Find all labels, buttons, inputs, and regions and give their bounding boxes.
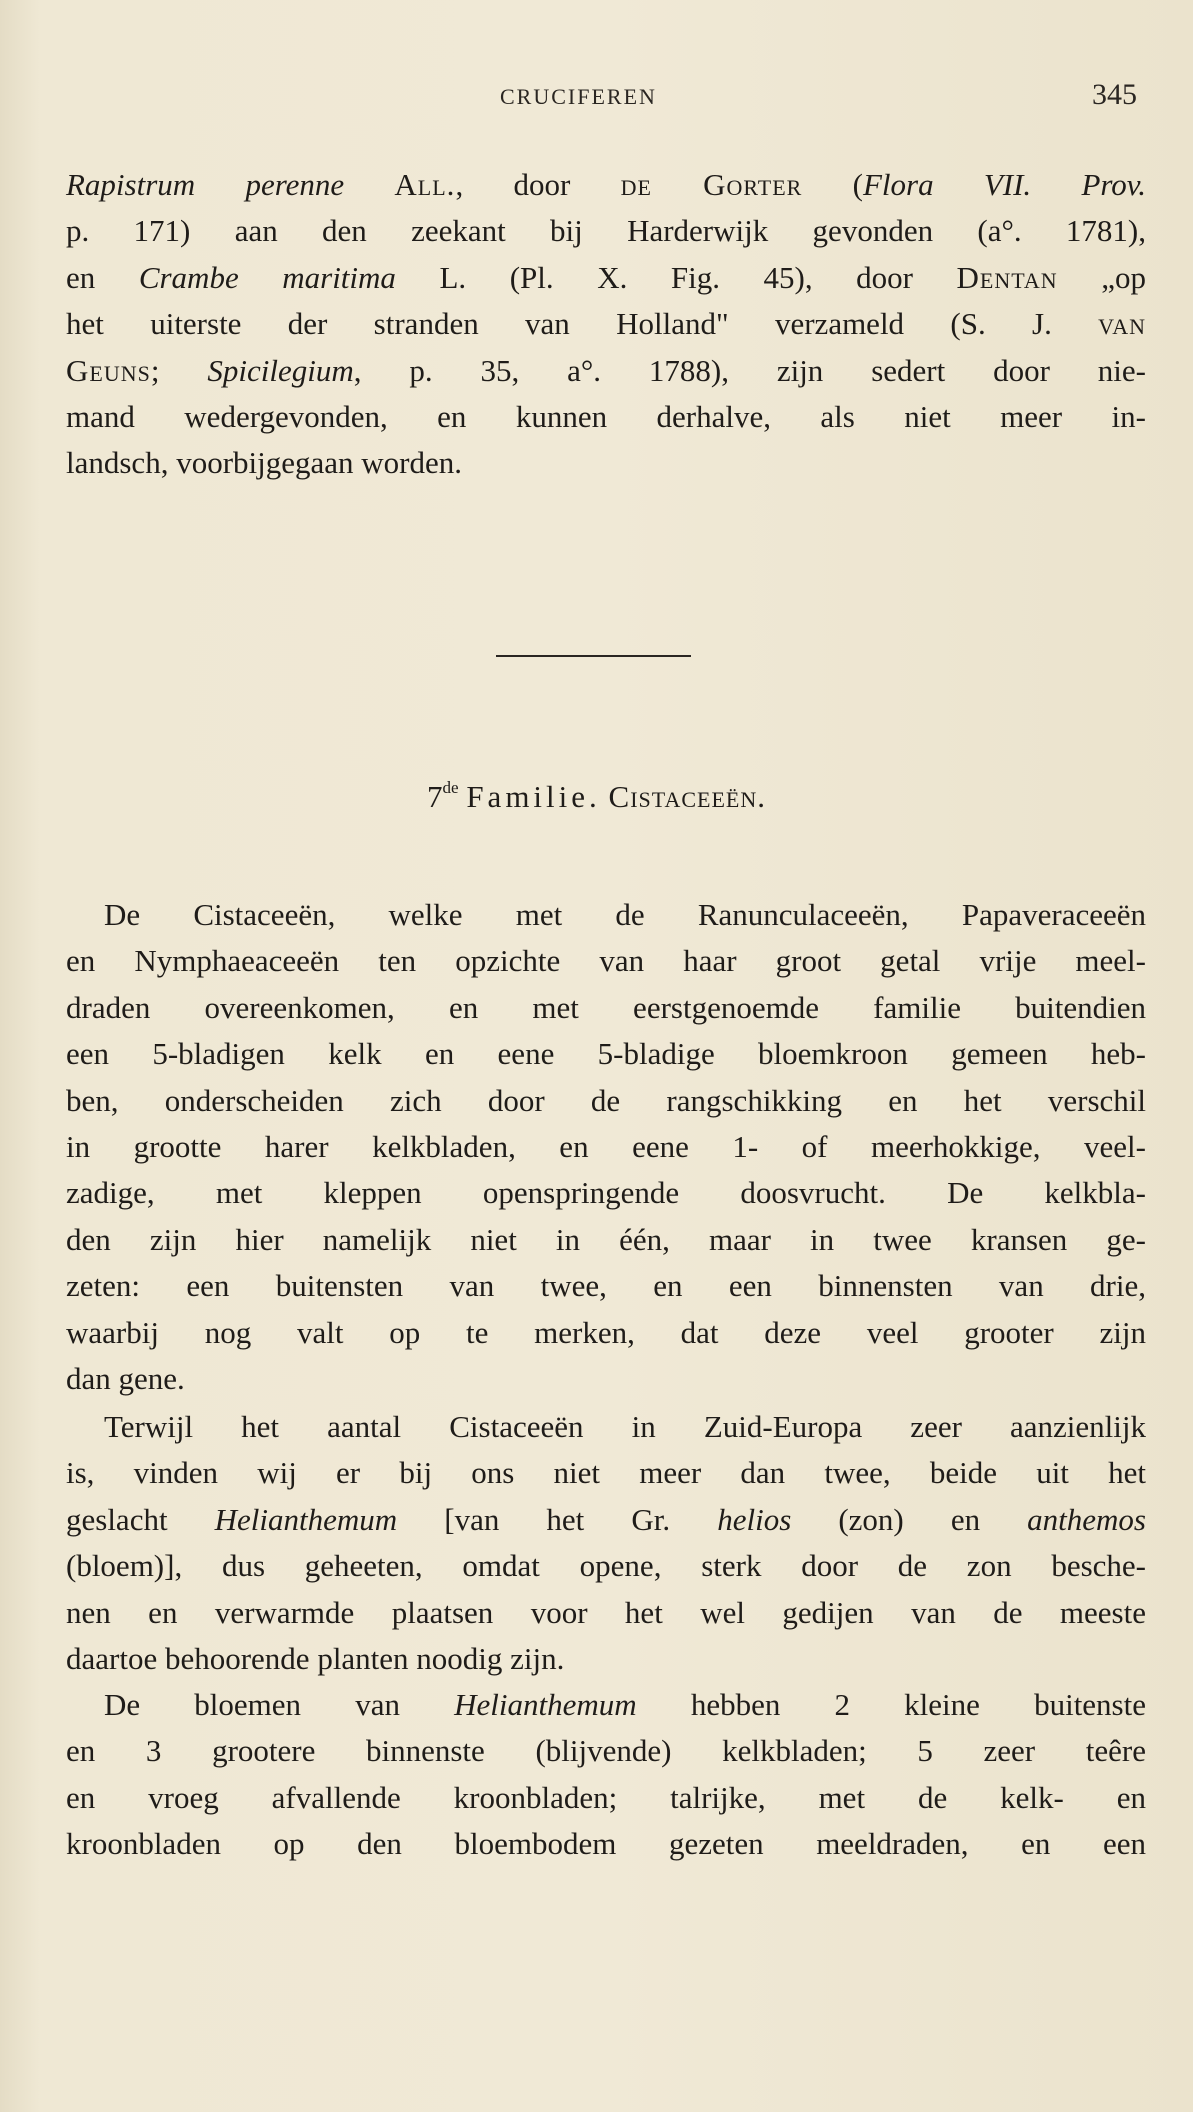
text-line: zeten: een buitensten van twee, en een binnensten van drie, xyxy=(66,1268,1146,1304)
text-line: is, vinden wij er bij ons niet meer dan twee, beide uit het xyxy=(66,1455,1146,1491)
page-number: 345 xyxy=(1092,78,1137,111)
running-title: CRUCIFEREN xyxy=(500,84,657,109)
text-run: , p. 35, a°. 1788), zijn sedert door nie- xyxy=(353,352,1146,388)
text-line xyxy=(66,255,1146,301)
text-line: dan gene. xyxy=(66,1361,185,1397)
running-header xyxy=(0,78,1193,118)
text-line xyxy=(66,162,1146,208)
species-name: Crambe maritima xyxy=(138,259,396,295)
paragraph-1 xyxy=(66,892,1146,1402)
greek-word: helios xyxy=(717,1501,792,1537)
text-line xyxy=(66,301,1146,347)
text-run: ; xyxy=(150,352,208,388)
author-abbrev: All. xyxy=(394,167,456,202)
text-run: en xyxy=(66,259,139,295)
text-line: (bloem)], dus geheeten, omdat opene, sterk door de zon besche- xyxy=(66,1548,1146,1584)
text-run xyxy=(344,167,394,202)
text-line: zadige, met kleppen openspringende doosvrucht. De kelkbla- xyxy=(66,1175,1146,1211)
section-divider xyxy=(496,655,691,657)
text-line: ben, onderscheiden zich door de rangschikking en het verschil xyxy=(66,1082,1146,1118)
family-number: 7 xyxy=(427,779,443,814)
text-run: , door xyxy=(455,167,621,202)
text-run: [van het Gr. xyxy=(397,1501,718,1537)
author-name: van xyxy=(1098,306,1146,342)
author-name: de Gorter xyxy=(620,167,803,202)
top-paragraph xyxy=(66,162,1146,487)
species-name: Rapistrum perenne xyxy=(66,167,345,202)
text-run: hebben 2 kleine buitenste xyxy=(636,1687,1146,1722)
text-line xyxy=(66,348,1146,394)
author-name: Dentan xyxy=(956,259,1058,295)
text-line: in grootte harer kelkbladen, en eene 1- of meerhokkige, veel- xyxy=(66,1129,1146,1165)
text-line: en Nymphaeaceeën ten opzichte van haar groot getal vrije meel- xyxy=(66,943,1146,979)
text-line: en vroeg afvallende kroonbladen; talrijke, met de kelk- en xyxy=(66,1779,1146,1815)
family-label: Familie. xyxy=(466,779,601,814)
text-line: waarbij nog valt op te merken, dat deze veel grooter zijn xyxy=(66,1314,1146,1350)
text-line: p. 171) aan den zeekant bij Harderwijk gevonden (a°. 1781), xyxy=(66,213,1146,249)
text-line: draden overeenkomen, en met eerstgenoemde familie buitendien xyxy=(66,989,1146,1025)
text-run: „op xyxy=(1057,259,1146,295)
ordinal-suffix: de xyxy=(442,778,459,797)
family-heading xyxy=(0,778,1193,815)
text-line: en 3 grootere binnenste (blijvende) kelkbladen; 5 zeer teêre xyxy=(66,1733,1146,1769)
text-line: daartoe behoorende planten noodig zijn. xyxy=(66,1641,565,1677)
text-run: ( xyxy=(802,167,863,202)
family-name: Cistaceeën. xyxy=(608,779,766,814)
text-run: L. (Pl. X. Fig. 45), door xyxy=(395,259,957,295)
paragraph-2 xyxy=(66,1404,1146,1682)
reference-title: Flora VII. Prov. xyxy=(862,167,1146,202)
text-run: De bloemen van xyxy=(104,1687,455,1722)
text-line: De Cistaceeën, welke met de Ranunculaceeën, Papaveraceeën xyxy=(104,897,1146,932)
greek-word: anthemos xyxy=(1027,1501,1146,1537)
text-line: een 5-bladigen kelk en eene 5-bladige bloemkroon gemeen heb- xyxy=(66,1036,1146,1072)
text-line xyxy=(66,1682,1146,1728)
text-line: nen en verwarmde plaatsen voor het wel gedijen van de meeste xyxy=(66,1594,1146,1630)
text-line: den zijn hier namelijk niet in één, maar in twee kransen ge- xyxy=(66,1221,1146,1257)
reference-title: Spicilegium xyxy=(207,352,354,388)
text-run: het uiterste der stranden van Holland" verzameld (S. J. xyxy=(66,306,1099,342)
author-name: Geuns xyxy=(66,352,151,388)
text-line: kroonbladen op den bloembodem gezeten meeldraden, en een xyxy=(66,1826,1146,1862)
paragraph-3 xyxy=(66,1682,1146,1868)
text-line: Terwijl het aantal Cistaceeën in Zuid-Europa zeer aanzienlijk xyxy=(104,1409,1146,1444)
text-run: geslacht xyxy=(66,1501,215,1537)
text-line xyxy=(66,1497,1146,1543)
text-line: mand wedergevonden, en kunnen derhalve, als niet meer in- xyxy=(66,399,1146,435)
genus-name: Helianthemum xyxy=(454,1687,637,1722)
text-run: (zon) en xyxy=(791,1501,1028,1537)
text-line: landsch, voorbijgegaan worden. xyxy=(66,445,462,481)
genus-name: Helianthemum xyxy=(214,1501,398,1537)
